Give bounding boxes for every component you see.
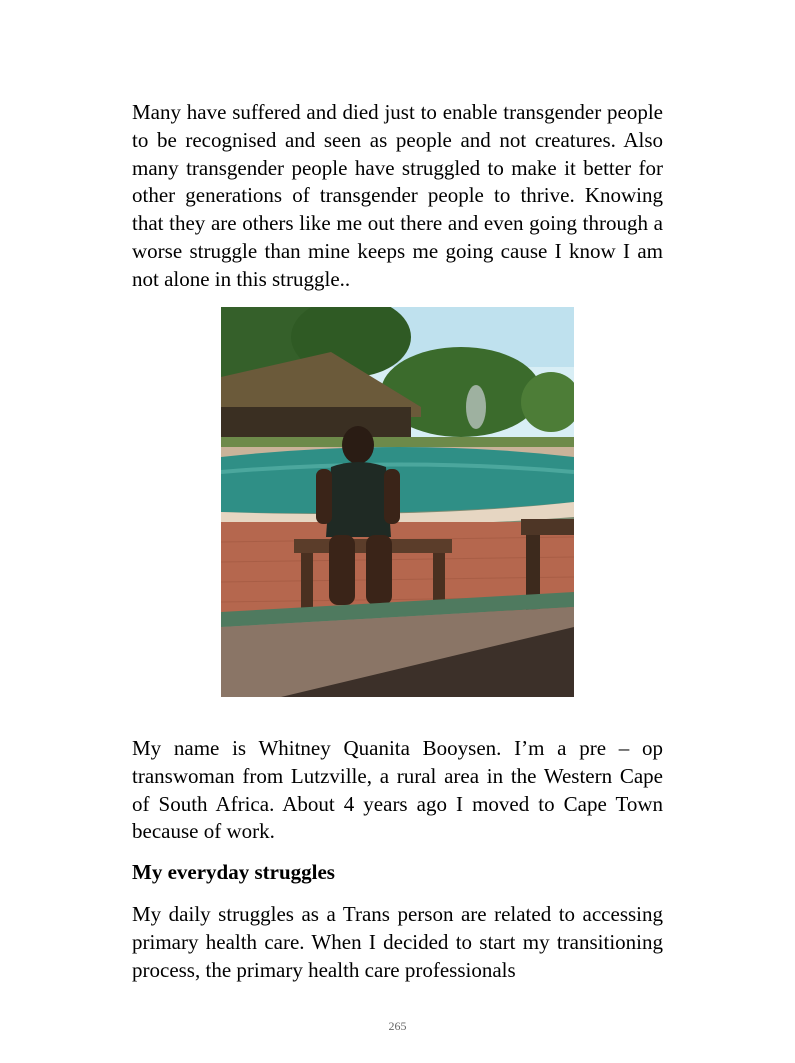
side-table-top [521, 519, 574, 535]
person-leg-right [366, 535, 392, 605]
page-number: 265 [388, 1019, 407, 1033]
person-arm-left [316, 469, 332, 524]
paragraph-intro: Many have suffered and died just to enable transgender people to be recognised and seen as people and not creatures. Also many transgender people have struggled to make it better for other generations of transgender people to thrive. Knowing that they are others like me out there and even going through a worse struggle than mine keeps me going cause I know I am not alone in this struggle.. [132, 100, 663, 291]
person-head [342, 426, 374, 464]
building-wall [221, 407, 411, 442]
smoke [466, 385, 486, 429]
paragraph-introduction-name: My name is Whitney Quanita Booysen. I’m a pre – op transwoman from Lutzville, a rural area in the Western Cape of South Africa. About 4 years ago I moved to Cape Town because of work. [132, 736, 663, 844]
photo-person-by-pool [221, 307, 574, 697]
section-heading: My everyday struggles [132, 860, 335, 884]
person-leg-left [329, 535, 355, 605]
person-torso [326, 462, 391, 537]
person-arm-right [384, 469, 400, 524]
paragraph-daily-struggles: My daily struggles as a Trans person are related to accessing primary health care. When I decided to start my transitioning process, the primary health care professionals [132, 902, 663, 982]
photo-illustration [221, 307, 574, 697]
bench-leg-left [301, 553, 313, 608]
